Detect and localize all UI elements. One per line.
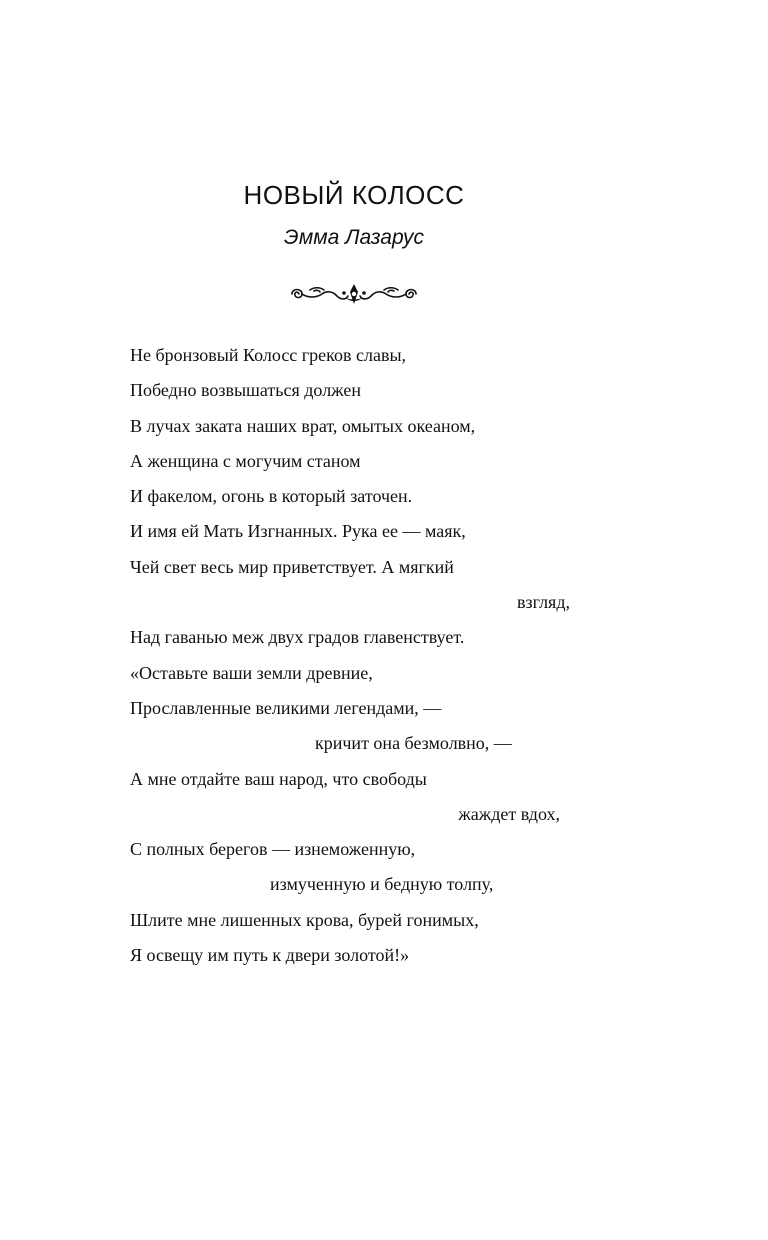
- poem-line: жаждет вдох,: [458, 803, 560, 824]
- poem-title: НОВЫЙ КОЛОСС: [243, 180, 465, 210]
- scroll-flourish-icon: [284, 278, 424, 310]
- poem-line: А женщина с могучим станом: [130, 450, 361, 471]
- poem-author: Эмма Лазарус: [284, 226, 424, 249]
- poem-line: кричит она безмолвно, —: [315, 733, 512, 754]
- poem-line: Я освещу им путь к двери золотой!»: [130, 945, 410, 966]
- poem-line: Шлите мне лишенных крова, бурей гонимых,: [130, 909, 479, 930]
- poem-line: «Оставьте ваши земли древние,: [130, 662, 373, 683]
- poem-line: взгляд,: [517, 592, 570, 613]
- poem-line: И факелом, огонь в который заточен.: [130, 486, 413, 507]
- poem-line: Над гаванью меж двух градов главенствует.: [130, 627, 465, 648]
- poem-line: В лучах заката наших врат, омытых океаном,: [130, 415, 476, 436]
- poem-line: Не бронзовый Колосс греков славы,: [130, 345, 407, 365]
- poem-body: [130, 340, 570, 975]
- poem-line: С полных берегов — изнеможенную,: [130, 839, 416, 860]
- poem-line: И имя ей Мать Изгнанных. Рука ее — маяк,: [130, 521, 466, 542]
- poem-line: Чей свет весь мир приветствует. А мягкий: [130, 556, 454, 577]
- poem-line: Прославленные великими легендами, —: [130, 697, 442, 718]
- poem-line: А мне отдайте ваш народ, что свободы: [130, 768, 427, 789]
- poem-line: измученную и бедную толпу,: [270, 874, 494, 895]
- poem-line: Победно возвышаться должен: [130, 380, 361, 401]
